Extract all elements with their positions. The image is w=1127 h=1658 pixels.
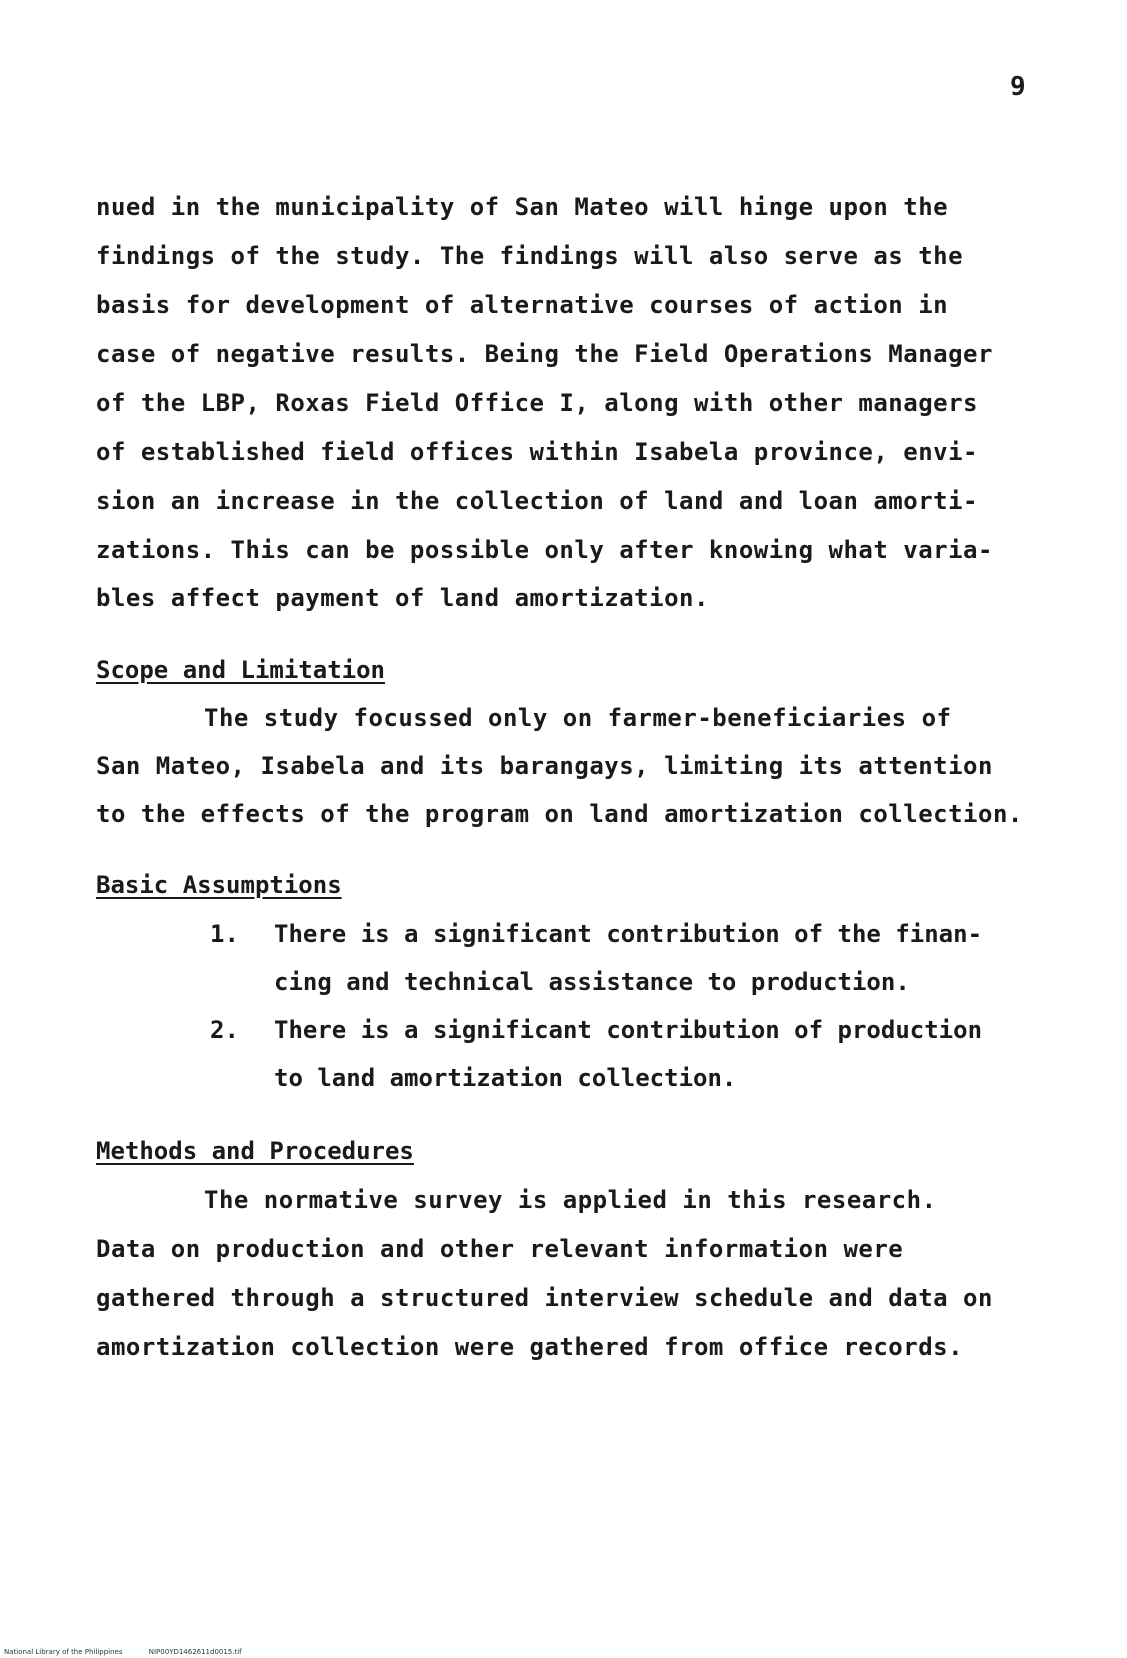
body-line: zations. This can be possible only after knowing what varia- [96,536,993,564]
body-line: amortization collection were gathered from office records. [96,1333,964,1361]
list-text: There is a significant contribution of the finan- [274,920,983,948]
footer-library: National Library of the Philippines [4,1648,123,1656]
section-heading-methods: Methods and Procedures [96,1137,414,1165]
body-line: The normative survey is applied in this research. [204,1186,937,1214]
section-heading-scope: Scope and Limitation [96,656,385,684]
scan-footer [4,1648,266,1656]
body-line: of the LBP, Roxas Field Office I, along with other managers [96,389,979,417]
body-line: Data on production and other relevant information were [96,1235,904,1263]
body-line: The study focussed only on farmer-beneficiaries of [204,704,952,732]
body-line: to the effects of the program on land amortization collection. [96,800,1023,828]
list-text-continued: to land amortization collection. [274,1064,737,1092]
list-number: 2. [210,1016,239,1044]
body-line: sion an increase in the collection of land and loan amorti- [96,487,979,515]
body-line: of established field offices within Isabela province, envi- [96,438,979,466]
list-number: 1. [210,920,239,948]
footer-file: NIP00YD1462611d0015.tif [148,1648,242,1656]
list-text: There is a significant contribution of production [274,1016,983,1044]
body-line: case of negative results. Being the Field Operations Manager [96,340,993,368]
section-heading-assumptions: Basic Assumptions [96,871,342,899]
body-line: bles affect payment of land amortization. [96,584,709,612]
body-line: nued in the municipality of San Mateo will hinge upon the [96,193,949,221]
body-line: San Mateo, Isabela and its barangays, limiting its attention [96,752,993,780]
body-line: gathered through a structured interview schedule and data on [96,1284,993,1312]
body-line: basis for development of alternative courses of action in [96,291,949,319]
page-number: 9 [1010,72,1026,102]
list-text-continued: cing and technical assistance to production. [274,968,910,996]
body-line: findings of the study. The findings will also serve as the [96,242,964,270]
